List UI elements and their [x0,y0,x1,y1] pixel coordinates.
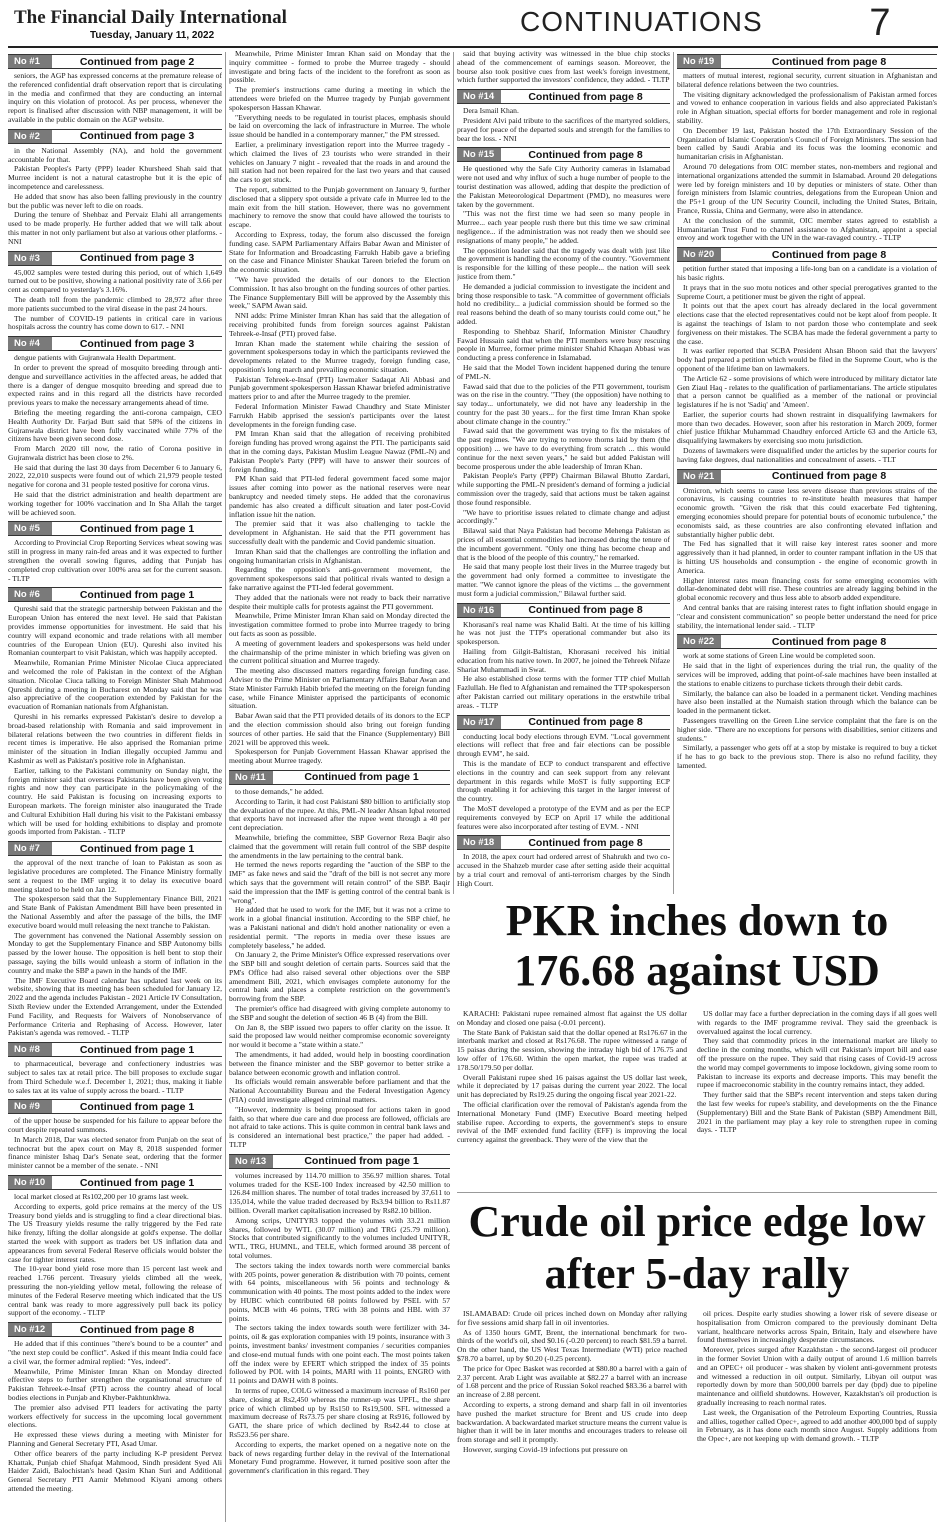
paragraph: Federal Information Minister Fawad Chaudhry and State Minister Farrukh Habib apprised the session's participants over the latest developments in the foreign funding case. [229,402,450,429]
continuation-header [8,1322,222,1337]
paragraph: seniors, the AGP has expressed concerns at the premature release of the referenced confidential draft observation report that is circulating in the media and confirmed that they are conducting an internal inquiry on this violation of protocol. As per process, whenever the report is finalised after discussion with NBP management, it will be available in the public domain on the AGP website. [8,71,222,124]
continued-from-label: Continued from page 1 [304,1155,419,1168]
paragraph: KARACHI: Pakistani rupee remained almost flat against the US dollar on Monday and closed one paisa (-0.01 percent). [457,1010,687,1027]
paragraph: The meeting also discussed matters regarding foreign funding case. Adviser to the Prime Minister on Parliamentary Affairs Babar Awan and State Minister Farrukh Habib briefed the meeting on the foreign funding case, while Finance Minister apprised the participants of economic situation. [229,666,450,711]
continuation-header [457,835,670,850]
paragraph: He added that snow has also been falling previously in the country but the public was never left to die on roads. [8,191,222,210]
paragraph: The IMF Executive Board calendar has updated last week on its website, showing that its meeting has been scheduled for January 12, 2022 and the agenda includes Pakistan - 2021 Article IV Consultation, Sixth Review under the Extended Arrangement, under the Extended Fund Facility, and Requests for Waivers of Nonobservance of Performance Criteria and Rephasing of Access. However, later Pakistan's agenda was removed. - TLTP [8,975,222,1038]
paragraph: In March 2018, Dar was elected senator from Punjab on the seat of technocrat but the apex court on May 8, 2018 suspended former finance minister Ishaq Dar's Senate seat, ordering that the former minister cannot be a member of the senate. - NNI [8,1134,222,1171]
paragraph: The opposition leader said that the tragedy was dealt with just like the government is handling the economy of the country. "Government is responsible for the killing of these people... the nation will seek justice from them." [457,245,670,281]
item-number: No #16 [457,604,501,617]
item-number: No #14 [457,90,501,103]
continuation-body [677,265,937,465]
paragraph: the approval of the next tranche of loan to Pakistan as soon as legislative procedures are completed. The Finance Ministry formally sent a request to the IMF urging it to delay its executive board meeting slated to be held on Jan 12. [8,858,222,894]
continuation-box [677,469,937,631]
paragraph: The premier also advised PTI leaders for activating the party workers effectively for success in the upcoming local government elections. [8,1402,222,1430]
story-oil-left [457,1310,687,1522]
paragraph: He added that if this continues "there's bound to be a counter" and "the next step could be conflict". Asked if this meant India could face a civil war, the former admiral replied: "Yes, indeed". [8,1339,222,1366]
item-number: No #9 [8,1100,52,1113]
story-oil-right [697,1310,937,1522]
continuation-header [457,147,670,162]
continued-from-label: Continued from page 1 [79,1100,195,1113]
story-pkr-left [457,1010,687,1188]
masthead-rule [8,46,938,48]
paragraph: He termed the news reports regarding the "auction of the SBP to the IMF" as fake news and said the "draft of the bill is not secret any more which says that the government will retain control" of the SBP. Baqir said the impression that the IMF is getting control of the central bank is "wrong". [229,860,450,905]
continuation-body [457,733,670,832]
continued-from-label: Continued from page 1 [304,771,419,784]
continued-from-label: Continued from page 1 [79,1176,195,1189]
continuation-body [457,50,670,85]
column-4 [677,50,937,890]
continuation-body [8,859,222,1038]
paragraph: During the tenure of Shehbaz and Pervaiz Elahi all arrangements used to be made properly. He further added that we will talk about this matter in not only parliament but also at various other platforms. - NNI [8,210,222,246]
item-number: No #1 [8,55,52,68]
story-divider [457,1192,937,1193]
page-number: 7 [860,2,900,44]
continuation-box [677,634,937,770]
continuation-body [8,1340,222,1494]
paragraph: Pakistan Tehreek-e-Insaf (PTI) lawmaker Sadaqat Ali Abbasi and Punjab government spokesperson Hassan Khawar briefed administrative matters prior to and after the Murree tragedy to the premier. [229,374,450,402]
item-number: No #21 [677,470,721,483]
item-number: No #12 [8,1323,52,1336]
paragraph: In 2018, the apex court had ordered arrest of Shahrukh and two co-accused in the Shahzeb murder case after setting aside their acquittal by a trial court and removal of anti-terrorism charges by the Sindh High Court. [457,852,670,888]
continued-from-label: Continued from page 8 [528,716,643,729]
paragraph: conducting local body elections through EVM. "Local government elections will reflect that free and fair elections can be possible through EVM", he said. [457,731,670,759]
continuation-body [8,147,222,247]
paragraph: "We have provided the details of our donors to the Election Commission. It has also brought on the funding sources of other parties. The Finance Supplementary Bill will be approved by the Assembly this week," SAPM Awan said. [229,274,450,311]
continuation-header [229,770,450,785]
paragraph: local market closed at Rs102,200 per 10 grams last week. [14,1192,189,1202]
paragraph: Higher interest rates mean financing costs for some emerging economies with dollar-denominated debt will rise. These countries are already lagging behind in the global economic recovery and thus less able to absorb added expenditure. [677,575,937,603]
continued-from-label: Continued from page 3 [79,337,195,350]
continued-from-label: Continued from page 8 [528,90,643,103]
continued-from-label: Continued from page 1 [79,522,195,535]
item-number: No #4 [8,337,52,350]
continuation-body [677,487,937,631]
paragraph: The official clarification over the removal of Pakistan's agenda from the International Monetary Fund (IMF) Executive Board meeting helped stabilise rupee. According to experts, the government's steps to ensure revival of the IMF extended fund facility (EFF) is improving the local currency against the greenback. They were of the view that the [457,1099,687,1145]
continued-from-label: Continued from page 2 [79,55,195,68]
continuation-box [229,770,450,1150]
paragraph: US dollar may face a further depreciation in the coming days if all goes well with regards to the IMF programme revival. They said the greenback is overvalued against the local currency. [697,1010,937,1036]
continuation-header [457,715,670,730]
continuation-body [457,853,670,888]
continuation-box [457,715,670,832]
paragraph: Earlier, a preliminary investigation report into the Murree tragedy - which claimed the lives of 23 tourists who were stranded in their vehicles on January 7 night - revealed that the roads in and around the hill station had not been repaired for the last two years and that caused the cars to get stuck. [229,139,450,185]
paragraph: He said that in the light of experiences during the trial run, the quality of the services will be improved, adding that point-of-sale machines have been installed at the stations to enable citizens to purchase tickets through their debit cards. [677,661,937,688]
continuation-header [677,247,937,262]
paragraph: Omicron, which seems to cause less severe disease than previous strains of the coronavirus, is causing countries to re-institute health measures that hamper economic growth. "Given the risk that this could exacerbate Fed tightening, emerging economies should prepare for potential bouts of economic turbulence," the economists said, as these countries are also confronting elevated inflation and substantially higher public debt. [677,485,937,539]
paragraph: President Alvi paid tribute to the sacrifices of the martyred soldiers, prayed for peace of the departed souls and strength for the families to bear the loss. - NNI [457,115,670,143]
paragraph: The State Bank of Pakistan said that the dollar opened at Rs176.67 in the interbank market and closed at Rs176.68. The rupee witnessed a range of 15 paisas during the session, showing the intraday high bid of 176.75 and low offer of 176.60. Within the open market, the rupee was traded at 178.50/179.50 per dollar. [457,1027,687,1072]
paragraph: Passengers travelling on the Green Line service complaint that the fare is on the higher side. "There are no exceptions for persons with disabilities, senior citizens and students." [677,716,937,743]
paragraph: Meanwhile, Prime Minister Imran Khan said on Monday that the inquiry committee - formed to probe the Murree tragedy - should investigate and bring facts of the incident to the forefront as soon as possible. [229,50,450,85]
paragraph: NNI adds: Prime Minister Imran Khan has said that the allegation of receiving prohibited funds from foreign sources against Pakistan Tehreek-e-Insaf (PTI) proved false. [229,311,450,338]
paragraph: He said that the district administration and health department are working together for 100% vaccination and In Sha Allah the target will be achieved soon. [8,490,222,517]
continuation-body [8,354,222,517]
continuation-header [677,469,937,484]
paragraph: According to Express, today, the forum also discussed the foreign funding case. SAPM Parliamentary Affairs Babar Awan and Minister of State for Information and Broadcasting Farrukh Habib gave a briefing on the case and Finance Minister Shaukat Tareen briefed the forum on the economic situation. [229,229,450,275]
continuation-box [8,1322,222,1494]
item-number: No #22 [677,635,721,648]
paragraph: 45,002 samples were tested during this period, out of which 1,649 turned out to be positive, showing a national positivity rate of 3.66 per cent as compared to yesterday's 3.16%. [8,267,222,295]
continuation-body [229,50,450,766]
paragraph: Earlier, talking to the Pakistani community on Sunday night, the foreign minister said that overseas Pakistanis have been given voting rights and now they can participate in the policymaking of the country. He said Pakistan is focusing on increasing exports to European markets. The foreign minister also inaugurated the Trade and Cultural Exhibition Hall during his visit to the Pakistani embassy which will be used for holding exhibitions to display and promote goods imported from Pakistan. - TLTP [8,765,222,837]
continuation-box [457,50,670,85]
continuation-box [8,1175,222,1318]
paragraph: Last week, the Organisation of the Petroleum Exporting Countries, Russia and allies, together called Opec+, agreed to add another 400,000 bpd of supply in February, as it has done each month since August. Supply additions from the Opec+, are not keeping up with demand growth. - TLTP [697,1407,937,1444]
continuation-box [8,54,222,125]
paragraph: On Jan 8, the SBP issued two papers to offer clarity on the issue. It said the proposed law would neither compromise economic sovereignty nor would it become a "state within a state." [229,1022,450,1050]
paragraph: matters of mutual interest, regional security, current situation in Afghanistan and bilateral defence relations between the two countries. [677,71,937,89]
continuation-box [8,251,222,333]
continuation-header [8,129,222,144]
item-number: No #11 [229,771,273,784]
paragraph: He added that he used to work for the IMF, but it was not a crime to work in a global financial institution. According to the SBP chief, he was a Pakistani national and didn't hold another nationality or even a residential permit. "The reports in media over these issues are completely baseless," he added. [229,905,450,950]
paragraph: The visiting dignitary acknowledged the professionalism of Pakistan armed forces and vowed to enhance cooperation in various fields and also appreciated Pakistan's role in Afghan situation, special efforts for border management and role in regional stability. [677,89,937,125]
continued-from-label: Continued from page 1 [79,842,195,855]
paragraph: In order to prevent the spread of mosquito breeding through anti-dengue and surveillance activities in the affected areas, he added that there is a danger of dengue mosquito breeding and spread due to expected rains and in this regard all the districts have recorded previous years to make the necessary arrangements ahead of time. [8,362,222,408]
continued-from-label: Continued from page 3 [79,130,195,143]
continuation-body [457,165,670,598]
section-title: CONTINUATIONS [520,6,763,37]
paragraph: However, surging Covid-19 infections put pressure on [463,1444,628,1454]
paragraph: Among scrips, UNITYR3 topped the volumes with 33.21 million shares, followed by WTL (30.07 million) and TRG (25.79 million). Stocks that contributed significantly to the volumes included UNITYR, WTL, TRG, HUMNL, and TELE, which formed around 38 percent of total volumes. [229,1215,450,1260]
paragraph: He said that many people lost their lives in the Murree tragedy but the government had only formed a committee to investigate the matter. "We cannot ignore the pleas of the victims ... the government must form a judicial commission," Bilawal further said. [457,562,670,598]
continued-from-label: Continued from page 8 [771,55,887,68]
continuation-box [8,1042,222,1095]
paragraph: petition further stated that imposing a life-long ban on a candidate is a violation of his basic rights. [677,264,937,282]
continuation-box [229,1154,450,1476]
paragraph: The death toll from the pandemic climbed to 28,972 after three more patients succumbed to the viral disease in the past 24 hours. [8,294,222,313]
continuation-body [457,621,670,711]
paragraph: According to experts, gold price remains at the mercy of the US Treasury bond yields and is struggling to find a clear directional bias. The US Treasury yields resume the rally triggered by the Fed rate hike frenzy, lifting the dollar alongside at gold's expense. The dollar started the week with support as traders bet US inflation data and appearances from several Federal Reserve officials would bolster the case for tighter interest rates. [8,1201,222,1264]
continued-from-label: Continued from page 1 [79,1043,195,1056]
paragraph: Qureshi said that the strategic partnership between Pakistan and the European Union has entered the next level. He said that Pakistan provides immense opportunities for investment. He said that his country will expand economic and trade relations with all member countries of the European Union (EU). Qureshi also invited his Romanian counterpart to visit Pakistan, which was happily accepted. [8,604,222,658]
continuation-header [8,1175,222,1190]
paragraph: The number of COVID-19 patients in critical care in various hospitals across the country has come down to 617. - NNI [8,313,222,332]
paragraph: The sectors taking the index towards north were commercial banks with 205 points, power generation & distribution with 70 points, cement with 64 points, miscellaneous with 56 points and technology & communication with 40 points. The most points added to the index were by HUBC which contributed 68 points followed by PSEL with 57 points, MCB with 46 points, TRG with 38 points and HBL with 37 points. [229,1260,450,1323]
column-1 [8,50,222,1522]
continuation-body [677,72,937,243]
continuation-header [8,1042,222,1057]
continued-from-label: Continued from page 8 [528,148,643,161]
column-divider [225,52,226,1522]
paragraph: "We have to prioritise issues related to climate change and adjust accordingly." [457,507,670,526]
paragraph: In terms of rupee, COLG witnessed a maximum increase of Rs160 per share, closing at Rs2,450 whereas the runner-up was UPFL, the share price of which climbed up by Rs150 to Rs19,500. SFL witnessed a maximum decrease of Rs73.75 per share closing at Rs916, followed by GATI, the share price of which declined by Rs42.44 to close at Rs523.56 per share. [229,1385,450,1439]
paragraph: Dera Ismail Khan. [463,106,519,116]
paragraph: On January 2, the Prime Minister's Office expressed reservations over the SBP bill and sought deletion of certain parts. Sources said that the PM's Office had also raised several other objections over the SBP amendment Bill, 2021, which envisages complete autonomy for the central bank and places a complete restriction on the government's borrowing from the SBP. [229,950,450,1004]
paragraph: Imran Khan made the statement while chairing the session of government spokespersons today in which the participants reviewed the developments related to the Murree tragedy, foreign funding case, opposition's long march and prevailing economic situation. [229,338,450,374]
continuation-body [8,1060,222,1095]
continuation-header [8,251,222,266]
item-number: No #3 [8,252,52,265]
paragraph: From March 2020 till now, the ratio of Corona positive in Gujranwala district has been close to 2%. [8,444,222,462]
continued-from-label: Continued from page 1 [79,588,195,601]
paragraph: Qureshi in his remarks expressed Pakistan's desire to develop a broad-based relationship with Romania and said improvement in bilateral relations between the two countries in different fields in recent times is imperative. He also apprised the Romanian prime minister of the situation in Indian illegally occupied Jammu and Kashmir as well as Pakistan's positive role in Afghanistan. [8,712,222,765]
continuation-header [229,1154,450,1169]
paragraph: Khorasani's real name was Khalid Balti. At the time of his killing he was not just the TTP's operational commander but also its spokesperson. [457,619,670,647]
paragraph: Babar Awan said that the PTI provided details of its donors to the ECP and the election commission should also bring out foreign funding sources of other parties. He said that the Finance (Supplementary) Bill 2021 will be approved this week. [229,711,450,747]
continued-from-label: Continued from page 8 [528,836,643,849]
paragraph: Hailing from Gilgit-Baltistan, Khorasani received his initial education from his native town. In 2007, he joined the Tehreek Nifaze Shariat Muhammadi in Swat. [457,647,670,674]
paragraph: It was earlier reported that SCBA President Ahsan Bhoon said that the lawyers' body had prepared a petition which would be filed in the Supreme Court, who is the opponent of the lifetime ban on lawmakers. [677,346,937,373]
paragraph: PM Khan said that PTI-led federal government faced some major issues after coming into power as the national reserves were near bankruptcy and needed timely steps. He added that the coronavirus pandemic has also created a difficult situation and later post-Covid inflation issue hit the nation. [229,474,450,519]
paragraph: Its officials would remain answerable before parliament and that the National Accountability Bureau and the Federal Investigation Agency (FIA) could investigate alleged criminal matters. [229,1077,450,1105]
paragraph: Spokesperson for Punjab Government Hassan Khawar apprised the meeting about Murree tragedy. [229,747,450,766]
item-number: No #20 [677,248,721,261]
continuation-body [8,605,222,837]
paragraph: The Article 62 - some provisions of which were introduced by military dictator late Gen Ziaul Haq - relates to the qualification of parliamentarians. The article stipulates that a person cannot be qualified as a member of the national or provincial legislatures if he is not 'Sadiq' and 'Ameen'. [677,373,937,410]
paragraph: Fawad said that the government was trying to fix the mistakes of the past regimes. "We are trying to remove thorns laid by them (the opposition) ... we have to do everything from scratch ... this would continue for the next seven years," he said but added Pakistan will become prosperous under the able leadership of Imran Khan. [457,426,670,471]
item-number: No #19 [677,55,721,68]
continuation-body [229,788,450,1150]
paragraph: The government has convened the National Assembly session on Monday to get the Supplementary Finance and SBP Autonomy bills passed by the lower house. The opposition is hell bent to stop their passage, saying the bills would unleash a storm of inflation in the country and make the SBP a pawn in the hands of the IMF. [8,930,222,975]
item-number: No #15 [457,148,501,161]
item-number: No #7 [8,842,52,855]
masthead [0,0,945,46]
paragraph: The spokesperson said that the Supplementary Finance Bill, 2021 and State Bank of Pakistan Amendment Bill have been presented in the National Assembly and after the passage of the bills, the IMF executive board would mull releasing the next tranche to Pakistan. [8,894,222,930]
paragraph: Briefing the meeting regarding the anti-corona campaign, CEO Health Authority Dr. Farjad Butt said that 58% of the citizens in Gujranwala district have been fully vaccinated while 77% of the citizens have been given second dose. [8,407,222,444]
continuation-header [8,336,222,351]
paragraph: "This was not the first time we had seen so many people in Murree... each year people rush there but this time we saw criminal negligence... if the administration was not ready then we should see resignations of many people," he added. [457,209,670,245]
paragraph: He demanded a judicial commission to investigate the incident and bring those responsible to task. "A committee of government officials hold no credibility... a judicial commission should be formed so the real reasons behind the death of so many tourists could come out," he added. [457,281,670,326]
paragraph: According to experts, a strong demand and sharp fall in oil inventories have pushed the market structure for Brent and US crude into deep backwardation. A backwardated market structure means the current value is higher than it will be in later months and encourages traders to release oil from storage and sell it promptly. [457,1399,687,1445]
paragraph: They added that the nationals were not ready to back their narrative despite their multiple calls for protests against the PTI government. [229,592,450,611]
paragraph: oil prices. Despite early studies showing a lower risk of severe disease or hospitalisation from Omicron compared to the previously dominant Delta variant, healthcare networks across Spain, Britain, Italy and elsewhere have found themselves in increasingly desperate circumstances. [697,1310,937,1345]
paragraph: Regarding the opposition's anti-government movement, the government spokespersons said that political rivals wanted to design a fake narrative against the PTI-led federal government. [229,565,450,593]
continuation-body [8,539,222,583]
continuation-box [8,521,222,583]
paragraph: Meanwhile, Romanian Prime Minister Nicolae Ciuca appreciated and welcomed the role of Pakistan in the context of the Afghan situation. Nicolae Ciuca talking to Foreign Minister Shah Mahmood Qureshi during a meeting in Bucharest on Monday said that he was also appreciative of the cooperation extended by Pakistan for the evacuation of Romanian nationals from Afghanistan. [8,658,222,712]
continuation-box [8,336,222,517]
item-number: No #2 [8,130,52,143]
paragraph: Bilawal said that Naya Pakistan had become Mehenga Pakistan as prices of all essential commodities had increased during the tenure of the incumbent government. "Only one thing has become cheap and that is the blood of the people of this country," he remarked. [457,526,670,562]
paragraph: As of 1350 hours GMT, Brent, the international benchmark for two-thirds of the world's oil, shed $0.16 (-0.20 percent) to reach $81.59 a barrel. On the other hand, the US West Texas Intermediate (WTI) price reached $78.70 a barrel, up by $0.20 (-0.25 percent). [457,1327,687,1363]
continuation-box [677,247,937,465]
paragraph: Meanwhile, Prime Minister Imran Khan on Monday directed effective steps to further strengthen the organisational structure of Pakistan Tehreek-e-Insaf (PTI) across the country ahead of local bodies elections in Punjab and Khyber-Pakhtunkhwa. [8,1366,222,1403]
paragraph: Pakistan People's Party (PPP) Chairman Bilawal Bhutto Zardari, while supporting the PML-N president's demand of forming a judicial commission over the tragedy, said that actions must be taken against those found responsible. [457,471,670,507]
continued-from-label: Continued from page 8 [771,635,887,648]
paragraph: Responding to Shehbaz Sharif, Information Minister Chaudhry Fawad Hussain said that when the PTI members were busy rescuing people in Murree, former prime minister Shahid Khaqan Abbasi was conducting a press conference in Islamabad. [457,326,670,363]
paragraph: On December 19 last, Pakistan hosted the 17th Extraordinary Session of the Organization of Islamic Cooperation's Council of Foreign Ministers. The session had been called by Saudi Arabia and its focus was the looming economic and humanitarian crisis in Afghanistan. [677,125,937,162]
continuation-header [8,54,222,69]
continuation-header [8,841,222,856]
paragraph: The premier said that it was also challenging to tackle the development in Afghanistan. He said that the PTI government has successfully dealt with the pandemic and Covid pandemic situation. [229,519,450,547]
paragraph: The 10-year bond yield rose more than 15 percent last week and reached 1.766 percent. Treasury yields climbed all the week, pressuring the non-yielding yellow metal, following the release of minutes of the Federal Reserve meeting which indicated that the US central bank was ready to more aggressively pull back its policy support of the economy. - TLTP [8,1264,222,1318]
paragraph: He also established close terms with the former TTP chief Mullah Fazlullah. He fled to Afghanistan and remained the TTP spokesperson after Pakistan carried out military operations in the erstwhile tribal areas. - TLTP [457,674,670,710]
continuation-body [677,652,937,770]
paragraph: Pakistan Peoples's Party (PPP) leader Khursheed Shah said that Murree incident is not a natural catastrophe but it is the epic of incompetence and carelessness. [8,164,222,191]
continuation-header [8,521,222,536]
continuation-box [229,50,450,766]
paragraph: "However, indemnity is being proposed for actions taken in good faith, so that where due care and due process are followed, officials are not afraid to take actions. This is quite common in central bank laws and is considered an international best practice," the paper had added. - TLTP [229,1104,450,1150]
paragraph: Imran Khan said that the challenges are controlling the inflation and ongoing humanitarian crisis in Afghanistan. [229,546,450,565]
column-3 [457,50,670,890]
continuation-header [8,587,222,602]
paragraph: volumes increased by 114.70 million to 356.97 million shares. Total volumes traded for the KSE-100 Index increased by 42.50 million to 126.84 million shares. The number of total trades increased by 37,611 to 135,014, while the value traded decreased by Rs3.94 billion to Rs11.87 billion. Overall market capitalisation increased by Rs82.10 billion. [229,1170,450,1216]
paragraph: PM Imran Khan said that the allegation of receiving prohibited foreign funding has proved wrong against the PTI. The participants said that in the coming days, Pakistan Muslim League Nawaz (PML-N) and Pakistan People's Party (PPP) will have to answer their sources of foreign funding. [229,429,450,474]
paragraph: At the conclusion of the summit, OIC member states agreed to establish a Humanitarian Trust Fund to channel assistance to Afghanistan, appoint a special envoy and work together with the UN in the war-ravaged country. - TLTP [677,215,937,243]
paragraph: said that buying activity was witnessed in the blue chip stocks ahead of the commencement of earnings season. Moreover, the bourse also took positive cues from last week's foreign investment, which further supported the investors' confidence, they added. - TLTP [457,50,670,85]
continuation-header [457,603,670,618]
column-2 [229,50,450,1522]
headline-pkr: PKR inches down to 176.68 against USD [505,896,889,995]
paragraph: Around 70 delegations from OIC member states, non-members and regional and international organizations attended the summit in Islamabad. Around 20 delegations were led by foreign ministers and 10 by deputies or ministers of state. Other than foreign ministers from Islamic countries, delegations from the European Union and the P5+1 group of the UN Security Council, including the United States, Britain, France, Russia, China and Germany, were also in attendance. [677,161,937,215]
paragraph: According to experts, the market opened on a negative note on the back of news regarding further delay in the revival of the International Monetary Fund programme. However, it turned positive soon after the government's clarification in this regard. They [229,1439,450,1476]
paragraph: The MoST developed a prototype of the EVM and as per the ECP requirements conveyed by ECP on April 17 while the additional features were also incorporated after testing of EVM. - NNI [457,803,670,831]
item-number: No #18 [457,836,501,849]
paragraph: He said that during the last 30 days from December 6 to January 6, 2022, 22,010 suspects were found out of which 21,979 people tested negative for corona and 31 people tested positive for corona virus. [8,462,222,490]
headline-crude-oil: Crude oil price edge low after 5-day rally [468,1197,926,1298]
paragraph: And central banks that are raising interest rates to fight inflation should engage in "clear and consistent communication" so people better understand the need for price stability, the international lender said. - TLTP [677,603,937,630]
paragraph: Meanwhile, briefing the committee, SBP Governor Reza Baqir also claimed that the government will retain full control of the SBP despite the amendments in the law pertaining to the central bank. [229,832,450,860]
continuation-body [229,1172,450,1476]
paragraph: He questioned why the Safe City Authority cameras in Islamabad were not used and why influx of such a huge number of people to the tourist destination was allowed, adding that despite the prediction of the Pakistan Meteorological Department (PMD), no measures were taken by the government. [457,164,670,209]
paragraph: in the National Assembly (NA), and hold the government accountable for that. [8,145,222,164]
publication-date: Tuesday, January 11, 2022 [90,30,215,41]
paragraph: They said that commodity prices in the international market are likely to decline in the coming months, which will cut Pakistan's import bill and ease off the pressure on the rupee. They said that rising cases of Covid-19 across the world may compel governments to impose lockdown, giving some room to Pakistan to increase its exports and decrease imports. This may benefit the rupee if macroeconomic stability in the country remains intact, they added. [697,1036,937,1090]
column-divider [673,52,674,894]
paragraph: Similarly, the balance can also be loaded in a permanent ticket. Vending machines have also been installed at the Numaish station through which the balance can be loaded in the permanent ticket. [677,688,937,716]
paragraph: The premier's office had disagreed with giving complete autonomy to the SBP and sought the deletion of section 46 B (4) from the Bill. [229,1004,450,1022]
continued-from-label: Continued from page 8 [771,248,887,261]
continuation-box [8,1099,222,1171]
continuation-box [8,129,222,247]
item-number: No #10 [8,1176,52,1189]
paragraph: Overall Pakistani rupee shed 16 paisas against the US dollar last week, while it depreciated by 17 paisas during the current year 2022. The local unit has depreciated by Rs19.25 during the ongoing fiscal year 2021-22. [457,1072,687,1100]
paragraph: The sectors taking the index towards south were fertilizer with 34-points, oil & gas exploration companies with 19 points, insurance with 3 points, investment banks/ investment companies / securities companies and close-end mutual funds with one point each. The most points taken off the index were by EFERT which stripped the index of 35 points followed by POL with 14 points, MARI with 11 points, ENGRO with 11 points and DAWH with 8 points. [229,1323,450,1386]
paragraph: Moreover, prices surged after Kazakhstan - the second-largest oil producer in the former Soviet Union with a daily output of around 1.6 million barrels and an OPEC+ oil producer - was shaken by violent anti-government protests and witnessed a reduction in oil output. Similarly, Libyan oil output was reportedly down by more than 500,000 barrels per day (bpd) due to pipeline maintenance and oilfield shutdowns. However, Kazakhstan's oil production is gradually increasing to reach normal rates. [697,1345,937,1407]
continued-from-label: Continued from page 8 [771,470,887,483]
paragraph: They further said that the SBP's recent intervention and steps taken during the last few weeks for rupee's stability, and developments on the the Finance (Supplementary) Bill and the State Bank of Pakistan (SBP) Amendment Bill, 2021 in the parliament may play a key role to strengthen rupee in coming days. - TLTP [697,1090,937,1135]
continuation-body [8,72,222,125]
story-pkr-right [697,1010,937,1188]
paragraph: Similarly, a passenger who gets off at a stop by mistake is required to buy a ticket if he has to go back to the previous stop. There is also no refund facility, they lamented. [677,743,937,770]
paragraph: Earlier, the superior courts had shown restraint in disqualifying lawmakers for more than two decades. However, soon after his restoration in March 2009, former chief justice Iftikhar Muhammad Chaudhry enforced Article 63 and the Article 63, disqualifying lawmakers by exercising suo motu jurisdiction. [677,409,937,446]
paragraph: The report, submitted to the Punjab government on January 9, further disclosed that a slippery spot outside a private cafe in Murree led to the main exit from the hill station. However, there was no government machinery to remove the snow that could have allowed the tourists to escape. [229,184,450,230]
paragraph: It points out that the apex court has already declared in the local government elections case that the elected representatives could not be kept aloof from people. It is against the teachings of Islam to not pardon those who contemplate and seek forgiveness on their mistakes. The SCBA has made the federal government a party to the case. [677,301,937,346]
continuation-body [457,107,670,143]
paragraph: dengue patients with Gujranwala Health Department. [14,353,176,363]
paragraph: to pharmaceutical, beverage and confectionery industries was subject to sales tax at retail price. The bill proposes to exclude sugar from Third Schedule w.e.f. December 1, 2021; thus, making it liable to sales tax at its value of supply across the board. - TLTP [8,1059,222,1095]
paragraph: The amendments, it had added, would help in boosting coordination between the finance minister and the SBP governor to better strike a balance between economic growth and inflation control. [229,1050,450,1077]
paragraph: According to Provincial Crop Reporting Services wheat sowing was still in progress in many rain-fed areas and it was expected to further strengthen the overall sowing figures, adding that Punjab has completed crop cultivation over 100% area set for the current season. - TLTP [8,538,222,583]
item-number: No #6 [8,588,52,601]
paragraph: According to Tarin, it had cost Pakistani $80 billion to artificially stop the devaluation of the rupee. At this, PML-N leader Ahsan Iqbal retorted that exports have not increased after the rupee went through a 40 per cent depreciation. [229,796,450,833]
item-number: No #17 [457,716,501,729]
column-divider [453,52,454,894]
continuation-header [677,54,937,69]
paragraph: This is the mandate of ECP to conduct transparent and effective elections in the country and can seek support from any relevant department in this regards while MoST is fully supporting ECP through enabling it for achieving this target in the larger interest of the country. [457,758,670,804]
paragraph: Meanwhile, Prime Minister Imran Khan said on Monday directed the investigation committee formed to probe into Murree tragedy to bring out facts as soon as possible. [229,611,450,638]
continuation-body [8,269,222,333]
publication-name: The Financial Daily International [14,7,287,28]
continuation-header [8,1099,222,1114]
paragraph: He expressed these views during a meeting with Minister for Planning and General Secretary PTI, Asad Umar. [8,1430,222,1448]
paragraph: Other office bearers of the party including K-P president Pervez Khattak, Punjab chief Shafqat Mahmood, Sindh president Syed Ali Haider Zaidi, Balochistan's head Qasim Khan Suri and Additional General Secretary PTI Aamir Mehmood Kiyani among others attended the meeting. [8,1448,222,1493]
continuation-box [8,841,222,1038]
paragraph: to those demands," he added. [235,786,324,796]
continuation-box [457,147,670,598]
continuation-box [8,587,222,837]
continuation-box [457,835,670,888]
paragraph: Dozens of lawmakers were disqualified under the articles by the superior courts for having fake degrees, dual nationalities and concealment of assets. - TLT [677,446,937,464]
continuation-box [457,89,670,143]
paragraph: Fawad said that due to the policies of the PTI government, tourism was on the rise in the country. "They (the opposition) have nothing to say today... unfortunately, we did not have any leadership in the country for the past 30 years... for the first time Imran Khan spoke about climate change in the country." [457,381,670,426]
paragraph: He said that the Model Town incident happened during the tenure of PML-N. [457,362,670,381]
continuation-body [8,1193,222,1318]
continuation-header [457,89,670,104]
paragraph: ISLAMABAD: Crude oil prices inched down on Monday after rallying for five sessions amid sharp fall in oil inventories. [457,1310,687,1327]
item-number: No #5 [8,522,52,535]
item-number: No #13 [229,1155,273,1168]
paragraph: of the upper house be suspended for his failure to appear before the court despite repeated summons. [8,1116,222,1135]
paragraph: "Everything needs to be regulated in tourist places, emphasis should be laid on overcoming the lack of infrastructure in Murree. The whole issue should be handled in a contemporary manner," the PM stressed. [229,112,450,140]
paragraph: A meeting of government leaders and spokespersons was held under the chairmanship of the prime minister in which briefing was given on the current political situation and Murree tragedy. [229,638,450,666]
continued-from-label: Continued from page 8 [79,1323,195,1336]
paragraph: work at some stations of Green Line would be completed soon. [683,651,876,661]
paragraph: The Fed has signalled that it will raise key interest rates sooner and more aggressively than it had planned, in order to counter rampant inflation in the US that is hitting US households and consumption - the engine of economic growth in America. [677,539,937,575]
continuation-header [677,634,937,649]
paragraph: It prays that in the suo motu notices and other special prerogatives granted to the Supreme Court, a petitioner must be given the right of appeal. [677,282,937,301]
paragraph: The premier's instructions came during a meeting in which the attendees were briefed on the Murree tragedy by Punjab government spokesperson Hassan Khawar. [229,85,450,112]
continuation-body [8,1117,222,1171]
continuation-box [457,603,670,711]
continued-from-label: Continued from page 8 [528,604,643,617]
item-number: No #8 [8,1043,52,1056]
continuation-box [677,54,937,243]
continued-from-label: Continued from page 3 [79,252,195,265]
paragraph: The price for Opec Basket was recorded at $80.80 a barrel with a gain of 2.37 percent. Arab Light was available at $82.27 a barrel with an increase of 1.68 percent and the price of Russian Sokol reached $83.36 a barrel with an increase of 2.88 percent. [457,1363,687,1400]
